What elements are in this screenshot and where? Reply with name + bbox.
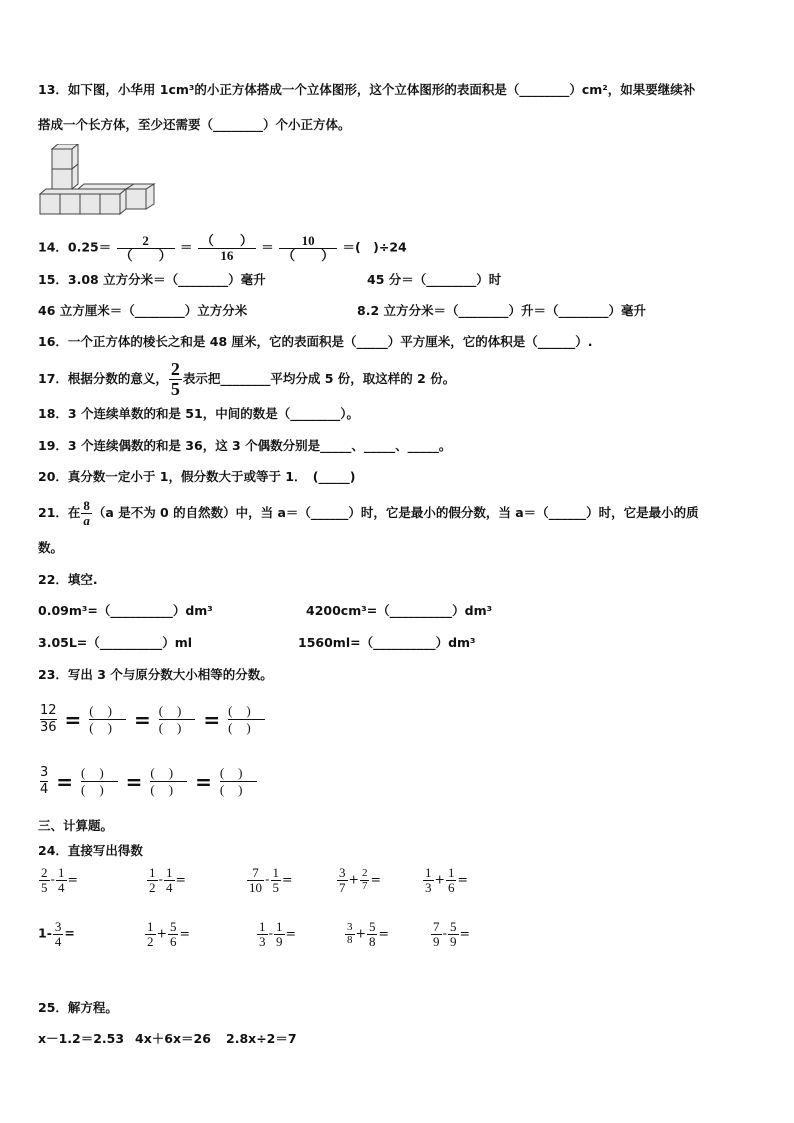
q23-row2: $\frac{3}{4}$ = () () = () () = () (): [40, 765, 257, 797]
q23-title: 23．写出 3 个与原分数大小相等的分数。: [38, 667, 273, 682]
q25-equation-3: 2.8x÷2＝7: [226, 1031, 297, 1046]
q14-fraction-3: 10 （ ）: [279, 234, 337, 262]
q16: 16．一个正方体的棱长之和是 48 厘米，它的表面积是（_____）平方厘米，它的体积是（______）.: [38, 334, 593, 349]
q22-c: 3.05L=（__________）ml: [38, 635, 193, 650]
q21-fraction: $\frac{8}{a}$: [83, 498, 90, 528]
q23-blank-1: () (): [89, 703, 126, 735]
q23-frac-12-36: $\frac{12}{36}$: [40, 703, 57, 735]
q13-line1: 13．如下图，小华用 1cm³的小正方体搭成一个立体图形，这个立体图形的表面积是（________）cm²，如果要继续补: [38, 82, 696, 97]
q20: 20．真分数一定小于 1，假分数大于或等于 1． (_____): [38, 469, 356, 484]
q24-item-8: $\frac{1}{3}$ - $\frac{1}{9}$ =: [259, 919, 296, 949]
q14-fraction-2: （ ） 16: [198, 234, 256, 262]
q24-item-9: $\frac{3}{8}$ + $\frac{5}{8}$ =: [347, 919, 389, 949]
q24-item-7: $\frac{1}{2}$ + $\frac{5}{6}$ =: [147, 919, 190, 949]
q25-title: 25．解方程。: [38, 1000, 118, 1015]
q15-a: 15．3.08 立方分米＝（________）毫升: [38, 272, 266, 287]
q22-title: 22．填空.: [38, 572, 98, 587]
q25-equation-2: 4x＋6x＝26: [135, 1031, 211, 1046]
q15-d: 8.2 立方分米＝（________）升＝（________）毫升: [357, 303, 646, 318]
q23-blank-3: () (): [228, 703, 265, 735]
q21-line2: 数。: [38, 540, 64, 555]
cube-figure: [38, 144, 160, 216]
q24-item-1: $\frac{2}{5}$ - $\frac{1}{4}$ =: [41, 865, 78, 895]
q22-b: 4200cm³=（__________）dm³: [306, 603, 493, 618]
q23-blank-6: () (): [219, 765, 257, 797]
q24-title: 24．直接写出得数: [38, 843, 143, 858]
q22-a: 0.09m³=（__________）dm³: [38, 603, 213, 618]
q14: 14．0.25＝ 2 （ ） ＝ （ ） 16 ＝ 10 （ ） ＝( )÷24: [38, 233, 407, 263]
q23-frac-3-4: $\frac{3}{4}$: [40, 765, 49, 797]
q14-tail: ＝( )÷24: [342, 239, 407, 255]
q21: 21．在 $\frac{8}{a}$ （a 是不为 0 的自然数）中，当 a＝（______）时，它是最小的假分数，当 a＝（______）时，它是最小的质: [38, 498, 699, 528]
q14-prefix: 14．0.25＝: [38, 239, 112, 255]
q13-line2: 搭成一个长方体，至少还需要（________）个小正方体。: [38, 117, 351, 132]
section-3-title: 三、计算题。: [38, 818, 114, 833]
q24-item-4: $\frac{3}{7}$ + $\frac{2}{7}$ =: [339, 865, 381, 895]
q24-item-5: $\frac{1}{3}$ + $\frac{1}{6}$ =: [425, 865, 468, 895]
q23-blank-4: () (): [81, 765, 118, 797]
q24-item-3: $\frac{7}{10}$ - $\frac{1}{5}$ =: [249, 865, 293, 895]
q24-item-2: $\frac{1}{2}$ - $\frac{1}{4}$ =: [149, 865, 186, 895]
q24-item-10: $\frac{7}{9}$ - $\frac{5}{9}$ =: [433, 919, 470, 949]
q23-blank-2: () (): [158, 703, 196, 735]
q24-item-6: 1- $\frac{3}{4}$ =: [38, 919, 75, 949]
q15-c: 46 立方厘米＝（________）立方分米: [38, 303, 248, 318]
q15-b: 45 分＝（________）时: [367, 272, 502, 287]
q17: 17．根据分数的意义， $\frac{2}{5}$ 表示把________平均分成 5 份，取这样的 2 份。: [38, 359, 456, 399]
q23-blank-5: () (): [150, 765, 188, 797]
q25-equation-1: x－1.2＝2.53: [38, 1031, 125, 1046]
q19: 19．3 个连续偶数的和是 36，这 3 个偶数分别是_____、_____、_____。: [38, 438, 452, 453]
q22-d: 1560ml=（__________）dm³: [298, 635, 476, 650]
q14-fraction-1: 2 （ ）: [117, 234, 175, 262]
q23-row1: $\frac{12}{36}$ = () () = () () = () (): [40, 703, 265, 735]
q17-fraction: $\frac{2}{5}$: [170, 359, 180, 399]
q18: 18．3 个连续单数的和是 51，中间的数是（________）。: [38, 406, 359, 421]
